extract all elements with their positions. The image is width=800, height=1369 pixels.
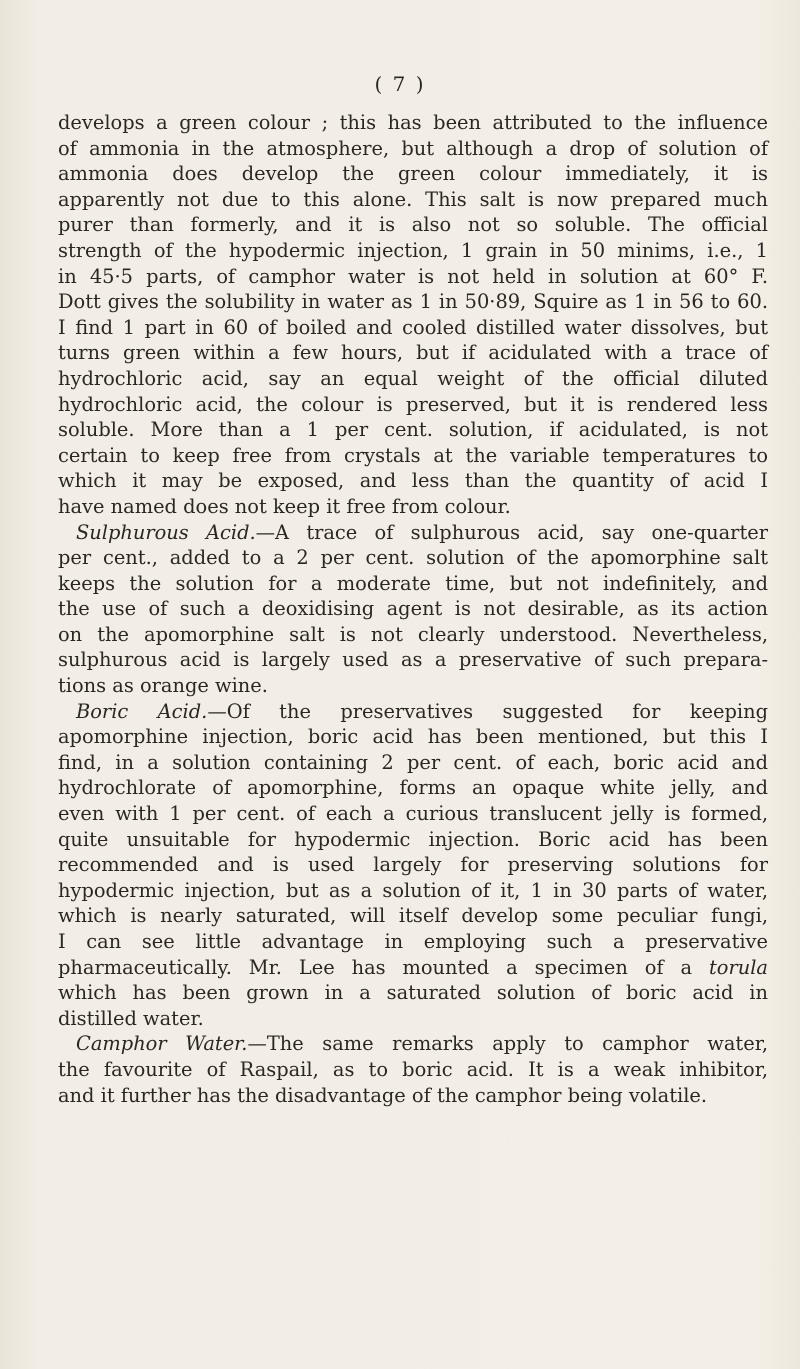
text-line: I can see little advantage in employing such a preservative (58, 930, 768, 953)
text-line: the favourite of Raspail, as to boric acid. It is a weak inhibitor, (58, 1057, 768, 1081)
text-line: sulphurous acid is largely used as a preservative of such prepara- (58, 648, 768, 672)
section-heading: Camphor Water. (76, 1032, 248, 1056)
text-run: pharmaceutically. Mr. Lee has mounted a specimen of a (58, 955, 709, 979)
section-heading: Boric Acid. (76, 699, 208, 723)
text-line: and it further has the disadvantage of the camphor being volatile. (58, 1083, 708, 1107)
paragraph-ammonia (58, 110, 768, 520)
text-line: hypodermic injection, but as a solution of it, 1 in 30 parts of water, (58, 878, 768, 902)
text-line (58, 520, 768, 546)
text-line: apomorphine injection, boric acid has been mentioned, but this I (58, 725, 768, 749)
text-run: —A trace of sulphurous acid, say one-quarter (255, 520, 768, 544)
italic-term: torula (709, 955, 768, 979)
text-line: on the apomorphine salt is not clearly understood. Nevertheless, (58, 622, 768, 646)
text-line: even with 1 per cent. of each a curious translucent jelly is formed, (58, 802, 768, 826)
text-run: —The same remarks apply to camphor water, (247, 1032, 768, 1056)
text-line: which has been grown in a saturated solution of boric acid in (58, 981, 768, 1005)
text-line: find, in a solution containing 2 per cent. of each, boric acid and (58, 750, 768, 774)
text-line: develops a green colour ; this has been attributed to the influence (58, 111, 768, 134)
text-line: certain to keep free from crystals at the variable temperatures to (58, 443, 768, 467)
text-line (58, 955, 768, 981)
paragraph-sulphurous-acid (58, 520, 768, 699)
text-line: have named does not keep it free from colour. (58, 494, 511, 518)
section-heading: Sulphurous Acid. (76, 520, 256, 544)
text-line: hydrochlorate of apomorphine, forms an opaque white jelly, and (58, 776, 768, 800)
text-line: soluble. More than a 1 per cent. solution, if acidulated, is not (58, 418, 768, 442)
text-line: hydrochloric acid, the colour is preserved, but it is rendered less (58, 392, 768, 416)
text-line: tions as orange wine. (58, 674, 268, 698)
text-line (58, 699, 768, 725)
text-line: quite unsuitable for hypodermic injection. Boric acid has been (58, 827, 768, 851)
text-line: of ammonia in the atmosphere, but although a drop of solution of (58, 136, 768, 160)
text-line: which is nearly saturated, will itself develop some peculiar fungi, (58, 904, 768, 928)
text-line: I find 1 part in 60 of boiled and cooled distilled water dissolves, but (58, 315, 768, 339)
text-line: hydrochloric acid, say an equal weight of the official diluted (58, 366, 768, 390)
text-run: —Of the preservatives suggested for keeping (207, 699, 768, 723)
page-number: ( 7 ) (374, 72, 426, 96)
text-line (58, 1031, 768, 1057)
body-text (58, 110, 768, 1108)
text-line: distilled water. (58, 1006, 204, 1030)
text-line: apparently not due to this alone. This salt is now prepared much (58, 187, 768, 211)
text-line: which it may be exposed, and less than the quantity of acid I (58, 469, 768, 493)
text-line: in 45·5 parts, of camphor water is not held in solution at 60° F. (58, 264, 768, 288)
text-line: purer than formerly, and it is also not so soluble. The official (58, 213, 768, 237)
paragraph-camphor-water (58, 1031, 768, 1108)
text-line: the use of such a deoxidising agent is not desirable, as its action (58, 597, 768, 621)
paragraph-boric-acid (58, 699, 768, 1032)
text-line: strength of the hypodermic injection, 1 grain in 50 minims, i.e., 1 (58, 238, 768, 262)
text-line: per cent., added to a 2 per cent. solution of the apomorphine salt (58, 546, 768, 570)
text-line: turns green within a few hours, but if acidulated with a trace of (58, 341, 768, 365)
text-line: Dott gives the solubility in water as 1 in 50·89, Squire as 1 in 56 to 60. (58, 290, 768, 314)
text-line: keeps the solution for a moderate time, but not indefinitely, and (58, 571, 768, 595)
text-line: recommended and is used largely for preserving solutions for (58, 853, 768, 877)
text-line: ammonia does develop the green colour immediately, it is (58, 162, 768, 186)
